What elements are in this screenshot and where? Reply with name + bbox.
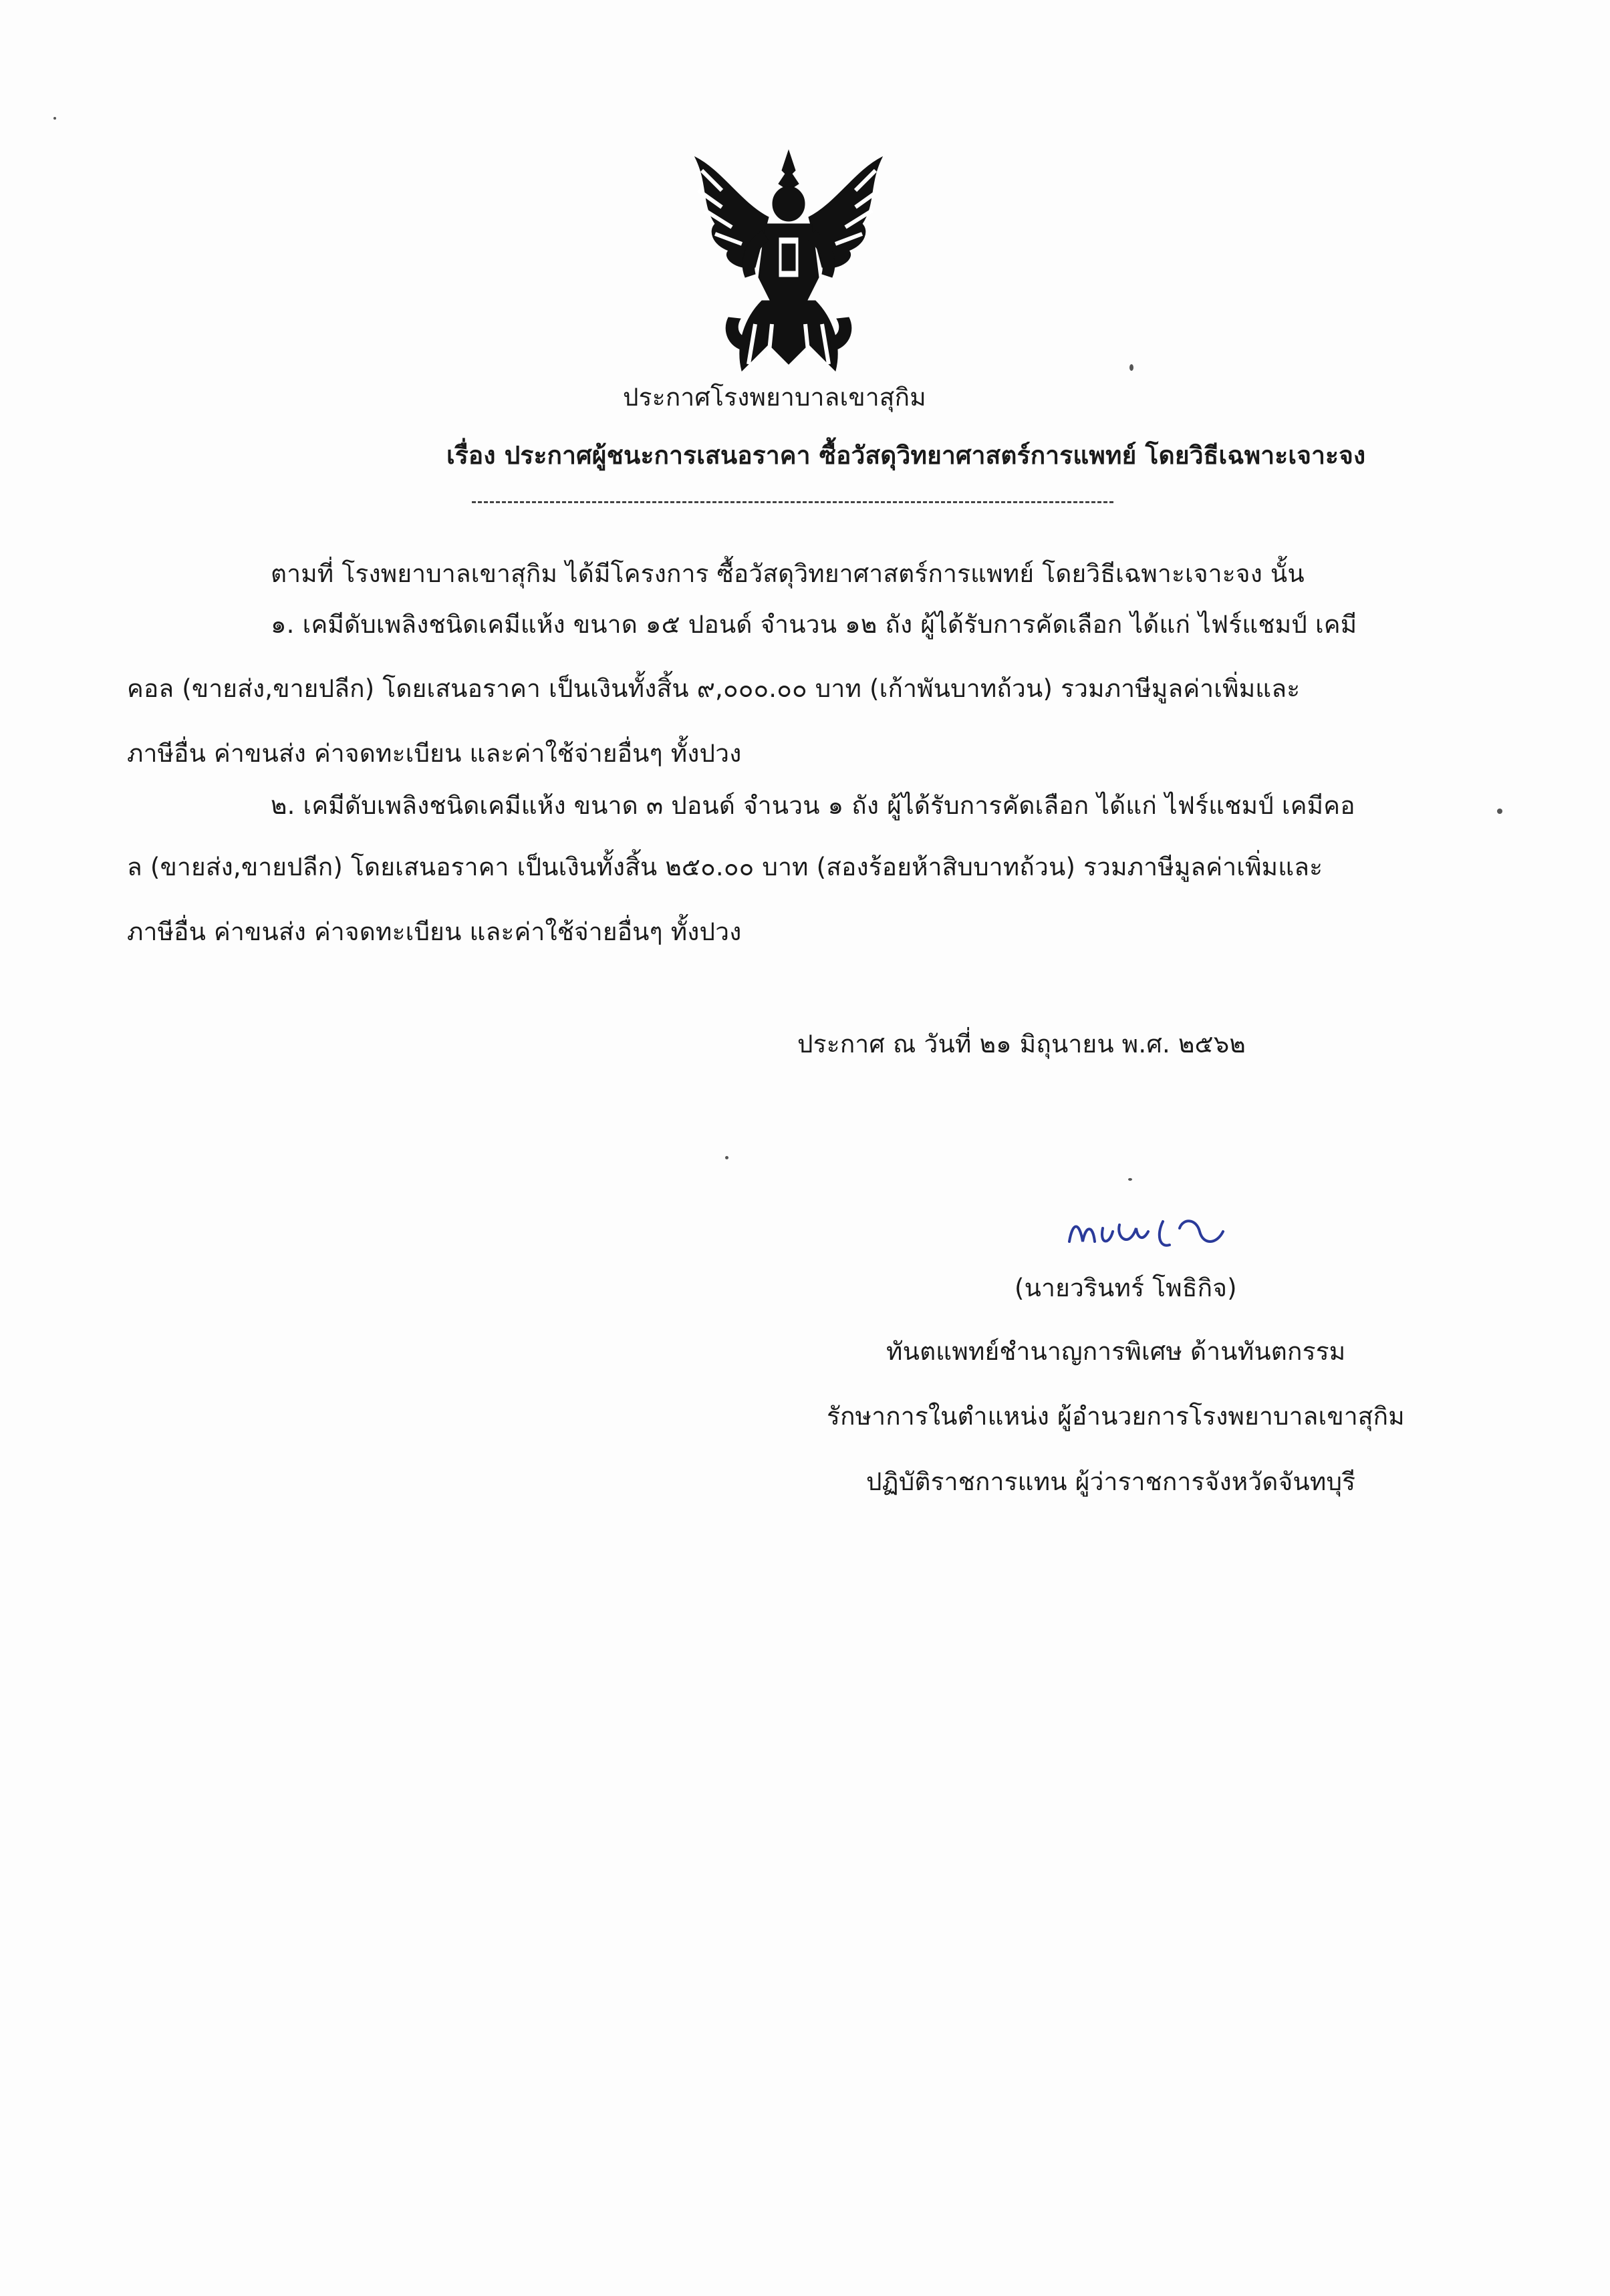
signer-name: (นายวรินทร์ โพธิกิจ) xyxy=(1015,1274,1237,1302)
item2-line1: ๒. เคมีดับเพลิงชนิดเคมีแห้ง ขนาด ๓ ปอนด์ จำนวน ๑ ถัง ผู้ได้รับการคัดเลือก ได้แก่ ไฟร์แชมป์ เคมีคอ xyxy=(271,791,1355,820)
handwritten-signature xyxy=(1063,1208,1250,1262)
announcement-subject: เรื่อง ประกาศผู้ชนะการเสนอราคา ซื้อวัสดุวิทยาศาสตร์การแพทย์ โดยวิธีเฉพาะเจาะจง xyxy=(446,441,1366,470)
announcement-date: ประกาศ ณ วันที่ ๒๑ มิถุนายน พ.ศ. ๒๕๖๒ xyxy=(797,1030,1246,1058)
garuda-emblem-icon xyxy=(682,144,896,381)
announcement-title: ประกาศโรงพยาบาลเขาสุกิม xyxy=(623,383,926,412)
item1-line3: ภาษีอื่น ค่าขนส่ง ค่าจดทะเบียน และค่าใช้จ่ายอื่นๆ ทั้งปวง xyxy=(127,739,742,768)
scan-speck xyxy=(1497,809,1502,814)
intro-paragraph: ตามที่ โรงพยาบาลเขาสุกิม ได้มีโครงการ ซื้อวัสดุวิทยาศาสตร์การแพทย์ โดยวิธีเฉพาะเจาะจง นั้น xyxy=(271,559,1305,588)
item1-line2: คอล (ขายส่ง,ขายปลีก) โดยเสนอราคา เป็นเงินทั้งสิ้น ๙,๐๐๐.๐๐ บาท (เก้าพันบาทถ้วน) รวมภาษีมูลค่าเพิ่มและ xyxy=(127,674,1301,703)
item2-line3: ภาษีอื่น ค่าขนส่ง ค่าจดทะเบียน และค่าใช้จ่ายอื่นๆ ทั้งปวง xyxy=(127,917,742,946)
scan-speck xyxy=(1129,364,1133,371)
scan-speck xyxy=(725,1156,728,1159)
item1-line1: ๑. เคมีดับเพลิงชนิดเคมีแห้ง ขนาด ๑๕ ปอนด์ จำนวน ๑๒ ถัง ผู้ได้รับการคัดเลือก ได้แก่ ไฟร์แชมป์ เคมี xyxy=(271,610,1357,639)
scan-speck xyxy=(1128,1178,1132,1181)
signer-position-3: ปฏิบัติราชการแทน ผู้ว่าราชการจังหวัดจันทบุรี xyxy=(866,1467,1356,1496)
signer-position-1: ทันตแพทย์ชำนาญการพิเศษ ด้านทันตกรรม xyxy=(886,1337,1346,1366)
scan-speck xyxy=(53,117,56,120)
signer-position-2: รักษาการในตำแหน่ง ผู้อำนวยการโรงพยาบาลเขาสุกิม xyxy=(827,1402,1405,1431)
item2-line2: ล (ขายส่ง,ขายปลีก) โดยเสนอราคา เป็นเงินทั้งสิ้น ๒๕๐.๐๐ บาท (สองร้อยห้าสิบบาทถ้วน) รวมภาษีมูลค่าเพิ่มและ xyxy=(127,853,1323,881)
divider-line xyxy=(472,501,1113,503)
